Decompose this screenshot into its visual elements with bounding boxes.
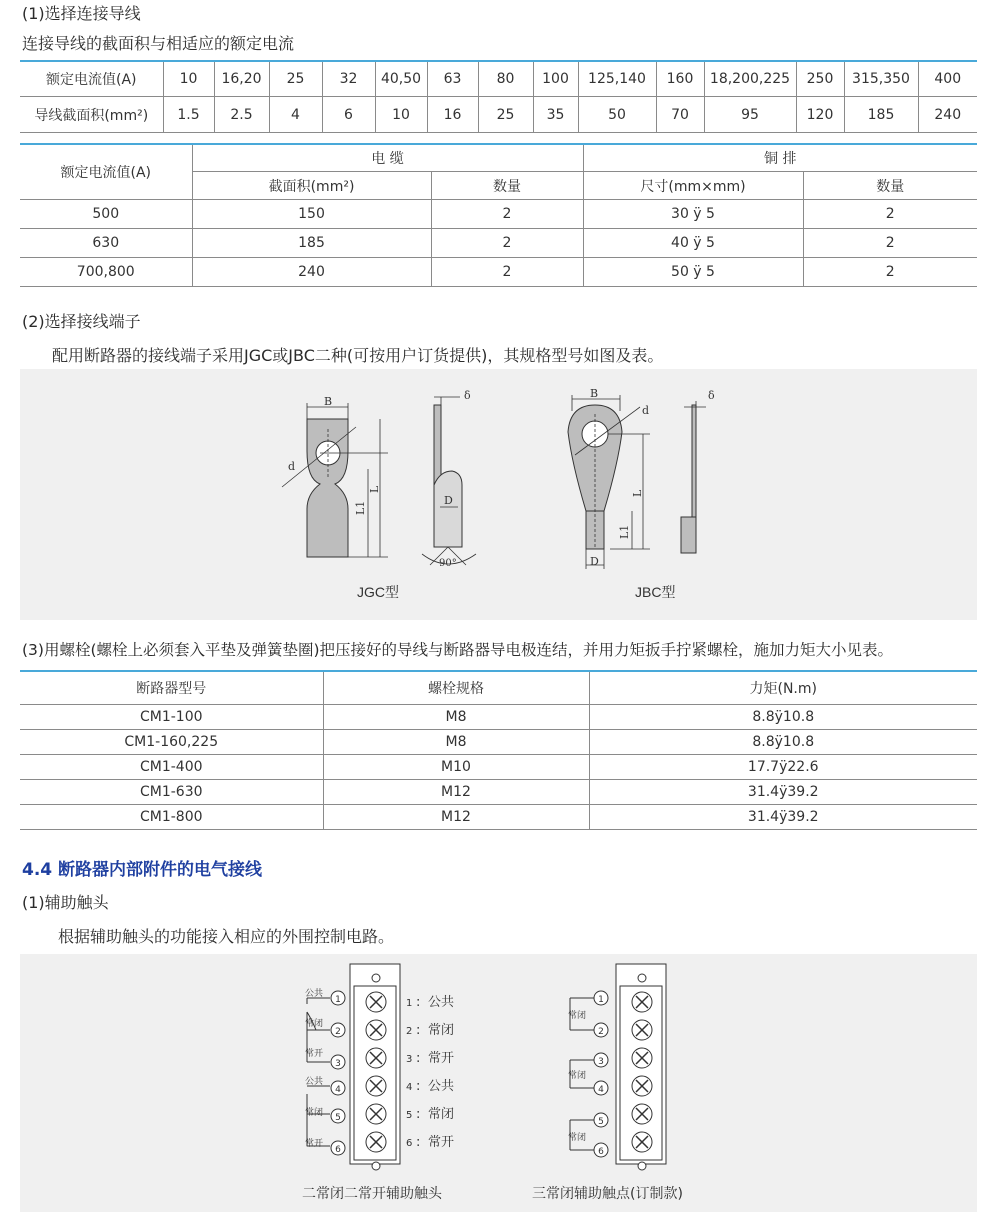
table-cell: 150 [192, 200, 431, 229]
legend-label: 常开 [428, 1135, 455, 1150]
caption-jbc: JBC型 [635, 584, 676, 600]
table-cell: 185 [844, 97, 918, 133]
cable-busbar-table [20, 143, 977, 287]
dim-label-d-bore: D [590, 555, 599, 568]
legend-label: 常开 [428, 1051, 455, 1066]
table-cell: 50 ÿ 5 [583, 258, 803, 287]
dim-label-b: B [324, 395, 333, 408]
terminal-drawings [20, 369, 977, 620]
legend-num: 6 [406, 1138, 413, 1149]
row-label-current: 额定电流值(A) [20, 61, 163, 97]
terminal-num: 3 [335, 1059, 341, 1069]
table-cell: 10 [375, 97, 427, 133]
table-cell: 630 [20, 229, 192, 258]
table-cell: 18,200,225 [704, 61, 796, 97]
table-row [20, 97, 977, 133]
table-cell: 70 [656, 97, 704, 133]
row-label-area: 导线截面积(mm²) [20, 97, 163, 133]
table-row [20, 258, 977, 287]
table-cell: 400 [918, 61, 977, 97]
terminal-num: 5 [335, 1113, 341, 1123]
table-cell: 16 [427, 97, 478, 133]
table-cell: 63 [427, 61, 478, 97]
caption-left: 二常闭二常开辅助触头 [302, 1186, 442, 1202]
table-cell: 2 [803, 200, 977, 229]
header-model: 断路器型号 [20, 671, 323, 705]
table-cell: 2 [431, 200, 583, 229]
dim-label-l1: L1 [354, 500, 367, 515]
table-header-row [20, 671, 977, 705]
section4-desc: 根据辅助触头的功能接入相应的外围控制电路。 [58, 927, 395, 946]
table-cell: 31.4ÿ39.2 [589, 780, 977, 805]
caption-right: 三常闭辅助触点(订制款) [532, 1186, 683, 1202]
left-terminal-numbers [331, 991, 345, 1155]
jbc-side-drawing [681, 405, 696, 553]
legend-num: 5 [406, 1110, 413, 1121]
table-cell: 50 [578, 97, 656, 133]
dim-label-d: d [288, 460, 296, 473]
svg-text::: : [416, 1051, 421, 1066]
table-cell: 35 [533, 97, 578, 133]
svg-text::: : [416, 1107, 421, 1122]
table-cell: 80 [478, 61, 533, 97]
section4-heading: 4.4 断路器内部附件的电气接线 [22, 860, 263, 880]
table-cell: 8.8ÿ10.8 [589, 705, 977, 730]
legend-num: 3 [406, 1054, 413, 1065]
table-row [20, 705, 977, 730]
section1-subtitle: 连接导线的截面积与相适应的额定电流 [22, 34, 295, 53]
table-row [20, 780, 977, 805]
table-cell: 2 [803, 229, 977, 258]
svg-text::: : [416, 995, 421, 1010]
side-label: 公共 [305, 1077, 324, 1087]
table-cell: 250 [796, 61, 844, 97]
dim-label-l1: L1 [618, 524, 631, 539]
legend-num: 1 [406, 998, 413, 1009]
table-cell: CM1-160,225 [20, 730, 323, 755]
dim-label-l: L [368, 485, 381, 493]
table-cell: 40,50 [375, 61, 427, 97]
table-cell: 240 [918, 97, 977, 133]
table-cell: CM1-100 [20, 705, 323, 730]
table-cell: CM1-800 [20, 805, 323, 830]
table-cell: 240 [192, 258, 431, 287]
jgc-side-drawing [434, 405, 462, 547]
svg-text::: : [416, 1023, 421, 1038]
dim-label-delta: δ [464, 389, 471, 402]
svg-text::: : [416, 1079, 421, 1094]
table-cell: CM1-400 [20, 755, 323, 780]
legend-label: 常闭 [428, 1107, 455, 1122]
legend-label: 常闭 [428, 1023, 455, 1038]
table-cell: 6 [322, 97, 375, 133]
torque-table [20, 670, 977, 830]
table-cell: 16,20 [214, 61, 269, 97]
legend-num: 2 [406, 1026, 413, 1037]
terminal-num: 1 [335, 995, 341, 1005]
table-cell: 315,350 [844, 61, 918, 97]
table-cell: 2.5 [214, 97, 269, 133]
side-label: 常开 [305, 1139, 324, 1149]
legend-num: 4 [406, 1082, 413, 1093]
section4-title: (1)辅助触头 [22, 893, 109, 912]
table-cell: 120 [796, 97, 844, 133]
legend-label: 公共 [428, 1079, 455, 1094]
table-cell: 100 [533, 61, 578, 97]
table-cell: 1.5 [163, 97, 214, 133]
dim-label-d-bore: D [444, 494, 453, 507]
table-row [20, 229, 977, 258]
table-row [20, 755, 977, 780]
terminal-num: 2 [598, 1027, 604, 1037]
table-cell: 4 [269, 97, 322, 133]
table-cell: 160 [656, 61, 704, 97]
table-cell: M8 [323, 705, 589, 730]
header-torque: 力矩(N.m) [589, 671, 977, 705]
header-busbar: 铜 排 [583, 144, 977, 172]
side-label: 常闭 [305, 1108, 324, 1118]
header-cable: 电 缆 [192, 144, 583, 172]
table-cell: 95 [704, 97, 796, 133]
table-cell: 25 [478, 97, 533, 133]
svg-text::: : [416, 1135, 421, 1150]
current-area-table [20, 60, 977, 133]
aux-contact-panel [20, 954, 977, 1212]
terminal-diagram-panel [20, 369, 977, 620]
table-row [20, 805, 977, 830]
table-cell: 185 [192, 229, 431, 258]
table-header-row [20, 144, 977, 172]
terminal-num: 4 [598, 1085, 604, 1095]
caption-jgc: JGC型 [357, 584, 399, 600]
header-qty: 数量 [431, 172, 583, 200]
side-label: 常闭 [568, 1071, 587, 1081]
terminal-num: 2 [335, 1027, 341, 1037]
side-label: 常闭 [305, 1019, 324, 1029]
table-cell: 2 [431, 229, 583, 258]
table-cell: 25 [269, 61, 322, 97]
header-bolt: 螺栓规格 [323, 671, 589, 705]
table-cell: M12 [323, 780, 589, 805]
dim-label-angle: 90° [439, 558, 457, 569]
table-cell: 2 [431, 258, 583, 287]
terminal-num: 3 [598, 1057, 604, 1067]
table-cell: M8 [323, 730, 589, 755]
table-row [20, 730, 977, 755]
dim-label-l: L [631, 489, 644, 497]
side-label: 常开 [305, 1049, 324, 1059]
table-row [20, 61, 977, 97]
terminal-num: 1 [598, 995, 604, 1005]
table-cell: 40 ÿ 5 [583, 229, 803, 258]
header-size: 尺寸(mm×mm) [583, 172, 803, 200]
table-cell: 17.7ÿ22.6 [589, 755, 977, 780]
dim-label-delta: δ [708, 389, 715, 402]
side-label: 常闭 [568, 1011, 587, 1021]
side-label: 常闭 [568, 1133, 587, 1143]
header-current: 额定电流值(A) [20, 144, 192, 200]
table-cell: M10 [323, 755, 589, 780]
header-area: 截面积(mm²) [192, 172, 431, 200]
terminal-num: 4 [335, 1085, 341, 1095]
terminal-num: 5 [598, 1117, 604, 1127]
terminal-num: 6 [598, 1147, 604, 1157]
table-cell: 30 ÿ 5 [583, 200, 803, 229]
table-cell: 10 [163, 61, 214, 97]
legend-label: 公共 [428, 995, 455, 1010]
header-qty: 数量 [803, 172, 977, 200]
section2-desc: 配用断路器的接线端子采用JGC或JBC二种(可按用户订货提供)，其规格型号如图及表。 [52, 346, 664, 365]
terminal-num: 6 [335, 1145, 341, 1155]
dim-label-d: d [642, 404, 650, 417]
table-cell: 31.4ÿ39.2 [589, 805, 977, 830]
jgc-front-drawing [307, 419, 348, 557]
aux-contact-diagrams [20, 954, 977, 1212]
table-cell: 32 [322, 61, 375, 97]
section3-title: (3)用螺栓(螺栓上必须套入平垫及弹簧垫圈)把压接好的导线与断路器导电极连结，并用力矩扳手拧紧螺栓，施加力矩大小见表。 [22, 641, 894, 659]
section1-title: (1)选择连接导线 [22, 4, 141, 23]
table-cell: 2 [803, 258, 977, 287]
section2-title: (2)选择接线端子 [22, 312, 141, 331]
table-cell: 700,800 [20, 258, 192, 287]
side-label: 公共 [305, 989, 324, 999]
table-cell: 125,140 [578, 61, 656, 97]
table-cell: M12 [323, 805, 589, 830]
dim-label-b: B [590, 387, 599, 400]
table-cell: 8.8ÿ10.8 [589, 730, 977, 755]
table-row [20, 200, 977, 229]
table-cell: CM1-630 [20, 780, 323, 805]
table-cell: 500 [20, 200, 192, 229]
